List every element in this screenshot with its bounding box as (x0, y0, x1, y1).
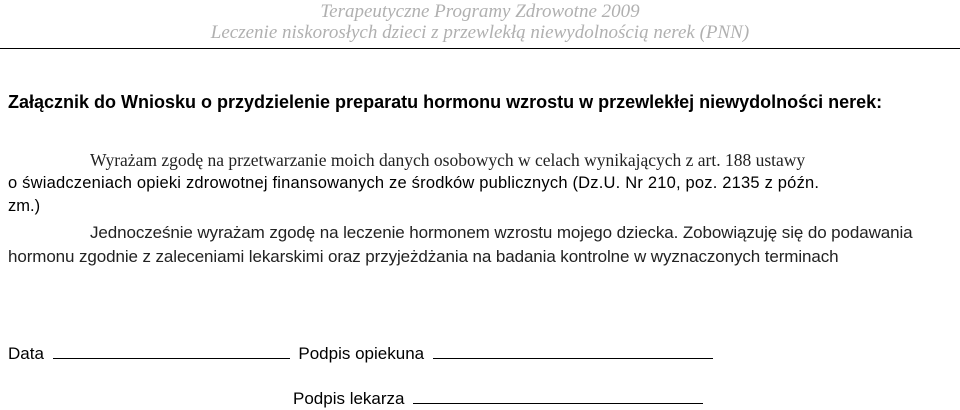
attachment-title: Załącznik do Wniosku o przydzielenie preparatu hormonu wzrostu w przewlekłej niewydolności nerek: (8, 92, 883, 112)
consent-treatment-text: Jednocześnie wyrażam zgodę na leczenie hormonem wzrostu mojego dziecka. Zobowiązuję się do podawania hormonu zgodnie z zaleceniami lekarskimi oraz przyjeżdżania na badania kontrolne w wyznaczonych terminach (8, 223, 913, 266)
date-label: Data (8, 344, 44, 363)
document-header (0, 0, 960, 49)
date-line (53, 341, 290, 359)
guardian-signature-line (433, 341, 713, 359)
consent-data-processing-text: Wyrażam zgodę na przetwarzanie moich danych osobowych w celach wynikających z art. 188 ustawy (90, 150, 806, 170)
program-title: Terapeutyczne Programy Zdrowotne 2009 (320, 1, 640, 22)
program-subtitle: Leczenie niskorosłych dzieci z przewlekłą niewydolnością nerek (PNN) (210, 22, 750, 43)
consent-treatment (8, 221, 953, 268)
doctor-signature-line (413, 386, 703, 404)
guardian-signature-label: Podpis opiekuna (298, 344, 425, 363)
date-signature-row (8, 341, 713, 365)
doctor-signature-label: Podpis lekarza (293, 389, 405, 408)
consent-data-processing-line3: zm.) (8, 197, 41, 215)
consent-data-processing-line2: o świadczeniach opieki zdrowotnej finansowanych ze środków publicznych (Dz.U. Nr 210, poz. 2135 z późn. (8, 174, 820, 192)
consent-data-processing-line1 (8, 149, 953, 172)
doctor-signature-row (293, 386, 703, 410)
